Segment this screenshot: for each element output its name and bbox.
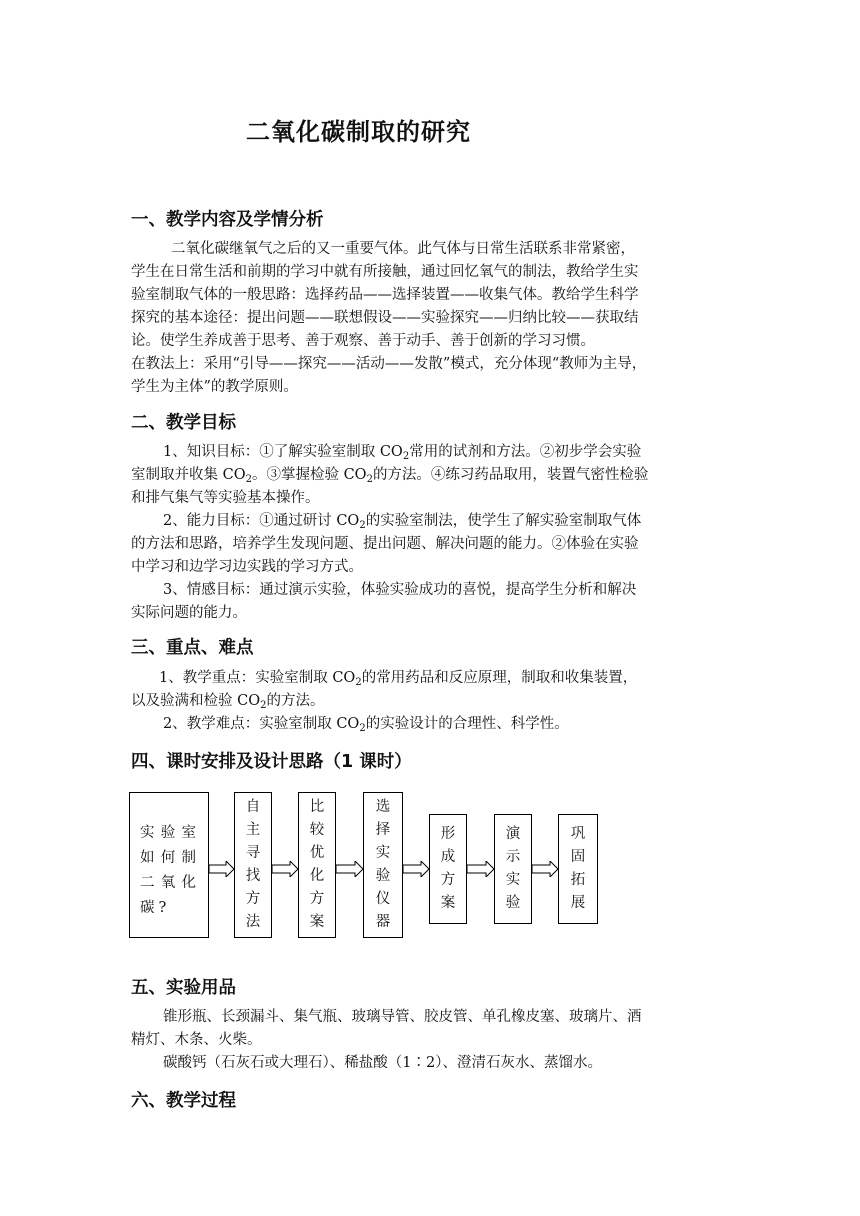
arrow-right-icon [467,861,495,877]
flow-step-box [234,792,272,938]
flow-char: 寻 [245,845,261,861]
section-3-body [131,667,731,736]
flow-char: 自 [245,799,261,815]
flow-char: 择 [375,822,391,838]
subscript: 2 [260,700,267,711]
flow-char: 演 [505,826,521,842]
flow-char: 较 [309,822,325,838]
subscript: 2 [359,520,366,531]
flow-start-box [129,792,209,938]
text-line [131,510,731,533]
text-fragment: 室制取并收集 CO [131,467,246,483]
text-line: 碳酸钙（石灰石或大理石）、稀盐酸（1∶2）、澄清石灰水、蒸馏水。 [163,1055,602,1071]
flow-char: 主 [245,822,261,838]
flow-char: 拓 [570,872,586,888]
flow-char: 器 [375,914,391,930]
flow-char: 形 [440,826,456,842]
flow-char: 验 [375,868,391,884]
flow-char: 实 [375,845,391,861]
flow-char: 示 [505,849,521,865]
text-fragment: 的方法。④练习药品取用，装置气密性检验 [372,467,649,483]
section-5-body [131,1006,731,1075]
flow-char: 固 [570,849,586,865]
section-heading-4: 四、课时安排及设计思路（1 课时） [131,752,412,772]
flow-char: 案 [309,914,325,930]
text-line: 学生在日常生活和前期的学习中就有所接触，通过回忆氧气的制法，教给学生实 [131,264,639,280]
text-line [131,713,731,736]
section-heading-3: 三、重点、难点 [131,638,254,658]
text-fragment: 2、教学难点：实验室制取 CO [163,716,360,732]
text-line: 中学习和边学习边实践的学习方式。 [131,559,363,575]
text-fragment: 的实验设计的合理性、科学性。 [365,716,569,732]
section-2-body [131,441,731,625]
flow-char: 案 [440,895,456,911]
flow-char: 优 [309,845,325,861]
text-line: 学生为主体”的教学原则。 [131,379,298,395]
flow-step-text [235,793,271,937]
flow-step-text [364,793,402,937]
flow-char: 成 [440,849,456,865]
text-fragment: 2、能力目标：①通过研讨 CO [163,513,360,529]
flow-step-box [429,814,467,924]
flow-char: 实 [505,872,521,888]
flow-step-box [558,814,598,924]
text-fragment: 1、教学重点：实验室制取 CO [159,670,356,686]
subscript: 2 [402,451,410,462]
text-fragment: 的方法。 [266,693,325,709]
subscript: 2 [355,677,362,688]
flow-step-text [430,815,466,923]
flow-char: 展 [570,895,586,911]
flow-char: 找 [245,868,261,884]
text-line: 精灯、木条、火柴。 [131,1032,262,1048]
flow-step-text [299,793,335,937]
flow-char: 仪 [375,891,391,907]
arrow-right-icon [532,861,559,877]
flow-char: 选 [375,799,391,815]
text-fragment: 以及验满和检验 CO [131,693,261,709]
text-fragment: 的实验室制法，使学生了解实验室制取气体 [365,513,642,529]
arrow-right-icon [403,861,430,877]
text-line [131,464,731,487]
section-heading-5: 五、实验用品 [131,978,236,998]
arrow-right-icon [272,861,299,877]
flow-char: 化 [309,868,325,884]
text-line: 和排气集气等实验基本操作。 [131,490,320,506]
arrow-right-icon [209,861,235,877]
text-line: 锥形瓶、长颈漏斗、集气瓶、玻璃导管、胶皮管、单孔橡皮塞、玻璃片、酒 [163,1009,642,1025]
text-fragment: 1、知识目标：①了解实验室制取 CO [163,444,403,460]
flow-step-box [363,792,403,938]
flow-char: 方 [440,872,456,888]
text-line: 的方法和思路，培养学生发现问题、提出问题、解决问题的能力。②体验在实验 [131,536,639,552]
subscript: 2 [366,474,373,485]
flow-char: 比 [309,799,325,815]
subscript: 2 [359,723,366,734]
flow-char: 法 [245,914,261,930]
text-line: 论。使学生养成善于思考、善于观察、善于动手、善于创新的学习习惯。 [131,333,595,349]
text-line: 探究的基本途径：提出问题——联想假设——实验探究——归纳比较——获取结 [131,310,639,326]
flow-step-text [495,815,531,923]
section-heading-2: 二、教学目标 [131,413,236,433]
page-title: 二氧化碳制取的研究 [246,118,471,146]
flow-start-text: 实验室如何制二氧化碳? [140,825,200,916]
text-line: 在教法上：采用“引导——探究——活动——发散”模式，充分体现“教师为主导， [131,356,647,372]
text-fragment: 的常用药品和反应原理，制取和收集装置， [361,670,638,686]
text-line [131,667,731,690]
text-fragment: 常用的试剂和方法。②初步学会实验 [409,444,642,460]
flow-char: 验 [505,895,521,911]
flow-step-box [298,792,336,938]
flow-step-text [559,815,597,923]
flow-char: 方 [309,891,325,907]
section-1-body [131,238,731,399]
flow-char: 巩 [570,826,586,842]
text-line: 3、情感目标：通过演示实验，体验实验成功的喜悦，提高学生分析和解决 [163,582,637,598]
subscript: 2 [245,474,252,485]
section-heading-1: 一、教学内容及学情分析 [131,210,324,230]
text-line: 实际问题的能力。 [131,605,247,621]
text-line: 验室制取气体的一般思路：选择药品——选择装置——收集气体。教给学生科学 [131,287,639,303]
text-line [131,690,731,713]
flow-char: 方 [245,891,261,907]
text-line: 二氧化碳继氧气之后的又一重要气体。此气体与日常生活联系非常紧密， [171,241,635,257]
arrow-right-icon [336,861,364,877]
text-line [131,441,731,464]
text-fragment: 。③掌握检验 CO [251,467,367,483]
section-heading-6: 六、教学过程 [131,1091,236,1111]
flow-step-box [494,814,532,924]
